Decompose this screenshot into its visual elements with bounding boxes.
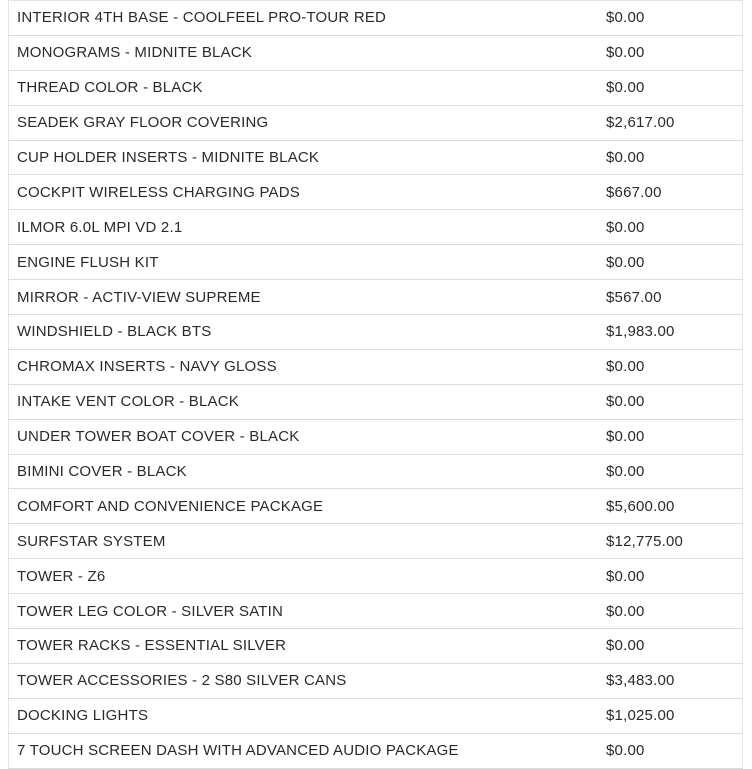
table-row (9, 524, 743, 559)
option-name: TOWER RACKS - ESSENTIAL SILVER (9, 629, 599, 664)
table-row (9, 384, 743, 419)
option-price: $1,983.00 (598, 315, 743, 350)
option-price: $0.00 (598, 140, 743, 175)
option-price: $0.00 (598, 559, 743, 594)
option-price: $0.00 (598, 733, 743, 768)
option-price: $567.00 (598, 280, 743, 315)
option-price: $0.00 (598, 245, 743, 280)
option-name: COMFORT AND CONVENIENCE PACKAGE (9, 489, 599, 524)
option-price: $2,617.00 (598, 105, 743, 140)
option-price: $0.00 (598, 419, 743, 454)
table-row (9, 175, 743, 210)
table-row (9, 280, 743, 315)
table-row (9, 35, 743, 70)
option-name: SURFSTAR SYSTEM (9, 524, 599, 559)
option-name: INTERIOR 4TH BASE - COOLFEEL PRO-TOUR RED (9, 1, 599, 36)
option-name: CUP HOLDER INSERTS - MIDNITE BLACK (9, 140, 599, 175)
option-name: INTAKE VENT COLOR - BLACK (9, 384, 599, 419)
table-row (9, 315, 743, 350)
option-price: $0.00 (598, 349, 743, 384)
table-row (9, 1, 743, 36)
option-price: $1,025.00 (598, 698, 743, 733)
option-name: COCKPIT WIRELESS CHARGING PADS (9, 175, 599, 210)
option-price: $0.00 (598, 629, 743, 664)
option-price: $12,775.00 (598, 524, 743, 559)
option-price: $667.00 (598, 175, 743, 210)
table-row (9, 140, 743, 175)
option-name: UNDER TOWER BOAT COVER - BLACK (9, 419, 599, 454)
option-price: $3,483.00 (598, 663, 743, 698)
option-name: TOWER ACCESSORIES - 2 S80 SILVER CANS (9, 663, 599, 698)
options-price-table (8, 0, 743, 769)
table-row (9, 559, 743, 594)
option-price: $0.00 (598, 70, 743, 105)
option-name: MONOGRAMS - MIDNITE BLACK (9, 35, 599, 70)
option-name: MIRROR - ACTIV-VIEW SUPREME (9, 280, 599, 315)
table-row (9, 489, 743, 524)
option-name: CHROMAX INSERTS - NAVY GLOSS (9, 349, 599, 384)
table-row (9, 454, 743, 489)
option-name: TOWER - Z6 (9, 559, 599, 594)
option-name: TOWER LEG COLOR - SILVER SATIN (9, 594, 599, 629)
option-price: $0.00 (598, 35, 743, 70)
option-name: ILMOR 6.0L MPI VD 2.1 (9, 210, 599, 245)
option-price: $0.00 (598, 594, 743, 629)
option-name: SEADEK GRAY FLOOR COVERING (9, 105, 599, 140)
option-name: BIMINI COVER - BLACK (9, 454, 599, 489)
table-row (9, 210, 743, 245)
table-row (9, 594, 743, 629)
table-row (9, 733, 743, 768)
table-row (9, 629, 743, 664)
table-row (9, 663, 743, 698)
option-price: $0.00 (598, 454, 743, 489)
table-row (9, 245, 743, 280)
option-price: $0.00 (598, 384, 743, 419)
option-price: $0.00 (598, 210, 743, 245)
table-row (9, 698, 743, 733)
option-price: $0.00 (598, 1, 743, 36)
option-price: $5,600.00 (598, 489, 743, 524)
option-name: WINDSHIELD - BLACK BTS (9, 315, 599, 350)
option-name: DOCKING LIGHTS (9, 698, 599, 733)
option-name: THREAD COLOR - BLACK (9, 70, 599, 105)
table-row (9, 105, 743, 140)
option-name: ENGINE FLUSH KIT (9, 245, 599, 280)
option-name: 7 TOUCH SCREEN DASH WITH ADVANCED AUDIO PACKAGE (9, 733, 599, 768)
table-row (9, 70, 743, 105)
table-row (9, 419, 743, 454)
options-table-body (9, 1, 743, 769)
table-row (9, 349, 743, 384)
